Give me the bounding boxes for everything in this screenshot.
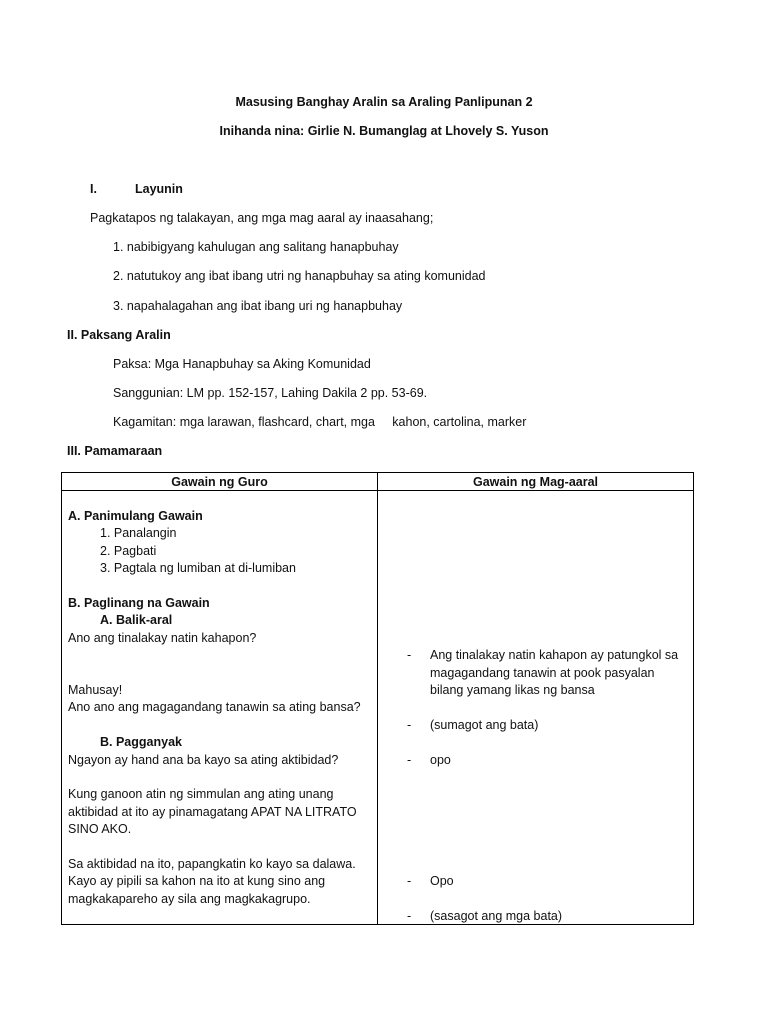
panimulang-gawain-heading: A. Panimulang Gawain [68, 509, 203, 523]
objective-item: 2. natutukoy ang ibat ibang utri ng hanapbuhay sa ating komunidad [113, 269, 486, 283]
aktibidad-line: magkakapareho ay sila ang magkakagrupo. [68, 892, 311, 906]
bullet-dash: - [407, 874, 412, 888]
bullet-dash: - [407, 753, 412, 767]
panimulang-item: 1. Panalangin [100, 526, 177, 540]
section-1-heading: Layunin [135, 182, 183, 196]
lesson-procedure-table [61, 472, 694, 925]
document-authors: Inihanda nina: Girlie N. Bumanglag at Lhovely S. Yuson [219, 124, 549, 138]
mahusay-text: Mahusay! [68, 683, 123, 697]
sanggunian-line: Sanggunian: LM pp. 152-157, Lahing Dakila 2 pp. 53-69. [113, 386, 428, 400]
panimulang-item: 3. Pagtala ng lumiban at di-lumiban [100, 561, 296, 575]
paglinang-heading: B. Paglinang na Gawain [68, 596, 210, 610]
objectives-intro: Pagkatapos ng talakayan, ang mga mag aaral ay inaasahang; [90, 211, 434, 225]
teacher-activities-cell [62, 491, 378, 925]
student-answer: opo [430, 753, 451, 767]
bullet-dash: - [407, 648, 412, 662]
student-answer-line: Ang tinalakay natin kahapon ay patungkol sa [430, 648, 679, 662]
document-title: Masusing Banghay Aralin sa Araling Panlipunan 2 [235, 95, 533, 109]
student-column-header: Gawain ng Mag-aaral [378, 473, 694, 491]
student-activities-cell [378, 491, 694, 925]
student-answer: (sumagot ang bata) [430, 718, 539, 732]
simulan-line: aktibidad at ito ay pinamagatang APAT NA LITRATO [68, 805, 357, 819]
tanawin-question: Ano ano ang magagandang tanawin sa ating bansa? [68, 700, 361, 714]
bullet-dash: - [407, 909, 412, 923]
balik-aral-question: Ano ang tinalakay natin kahapon? [68, 631, 257, 645]
objective-item: 1. nabibigyang kahulugan ang salitang hanapbuhay [113, 240, 399, 254]
section-2-heading: II. Paksang Aralin [67, 328, 171, 342]
simulan-line: SINO AKO. [68, 822, 132, 836]
section-1-numeral: I. [90, 182, 97, 196]
handa-question: Ngayon ay hand ana ba kayo sa ating aktibidad? [68, 753, 339, 767]
student-answer-line: bilang yamang likas ng bansa [430, 683, 595, 697]
teacher-column-header: Gawain ng Guro [62, 473, 378, 491]
student-answer-line: magagandang tanawin at pook pasyalan [430, 666, 655, 680]
aktibidad-line: Kayo ay pipili sa kahon na ito at kung sino ang [68, 874, 326, 888]
section-3-heading: III. Pamamaraan [67, 444, 163, 458]
simulan-line: Kung ganoon atin ng simmulan ang ating unang [68, 787, 334, 801]
student-answer: Opo [430, 874, 454, 888]
kagamitan-line: Kagamitan: mga larawan, flashcard, chart, mga kahon, cartolina, marker [113, 415, 527, 429]
panimulang-item: 2. Pagbati [100, 544, 157, 558]
pagganyak-heading: B. Pagganyak [100, 735, 182, 749]
aktibidad-line: Sa aktibidad na ito, papangkatin ko kayo sa dalawa. [68, 857, 356, 871]
student-answer: (sasagot ang mga bata) [430, 909, 563, 923]
paksa-line: Paksa: Mga Hanapbuhay sa Aking Komunidad [113, 357, 371, 371]
objective-item: 3. napahalagahan ang ibat ibang uri ng hanapbuhay [113, 299, 403, 313]
balik-aral-heading: A. Balik-aral [100, 613, 173, 627]
bullet-dash: - [407, 718, 412, 732]
